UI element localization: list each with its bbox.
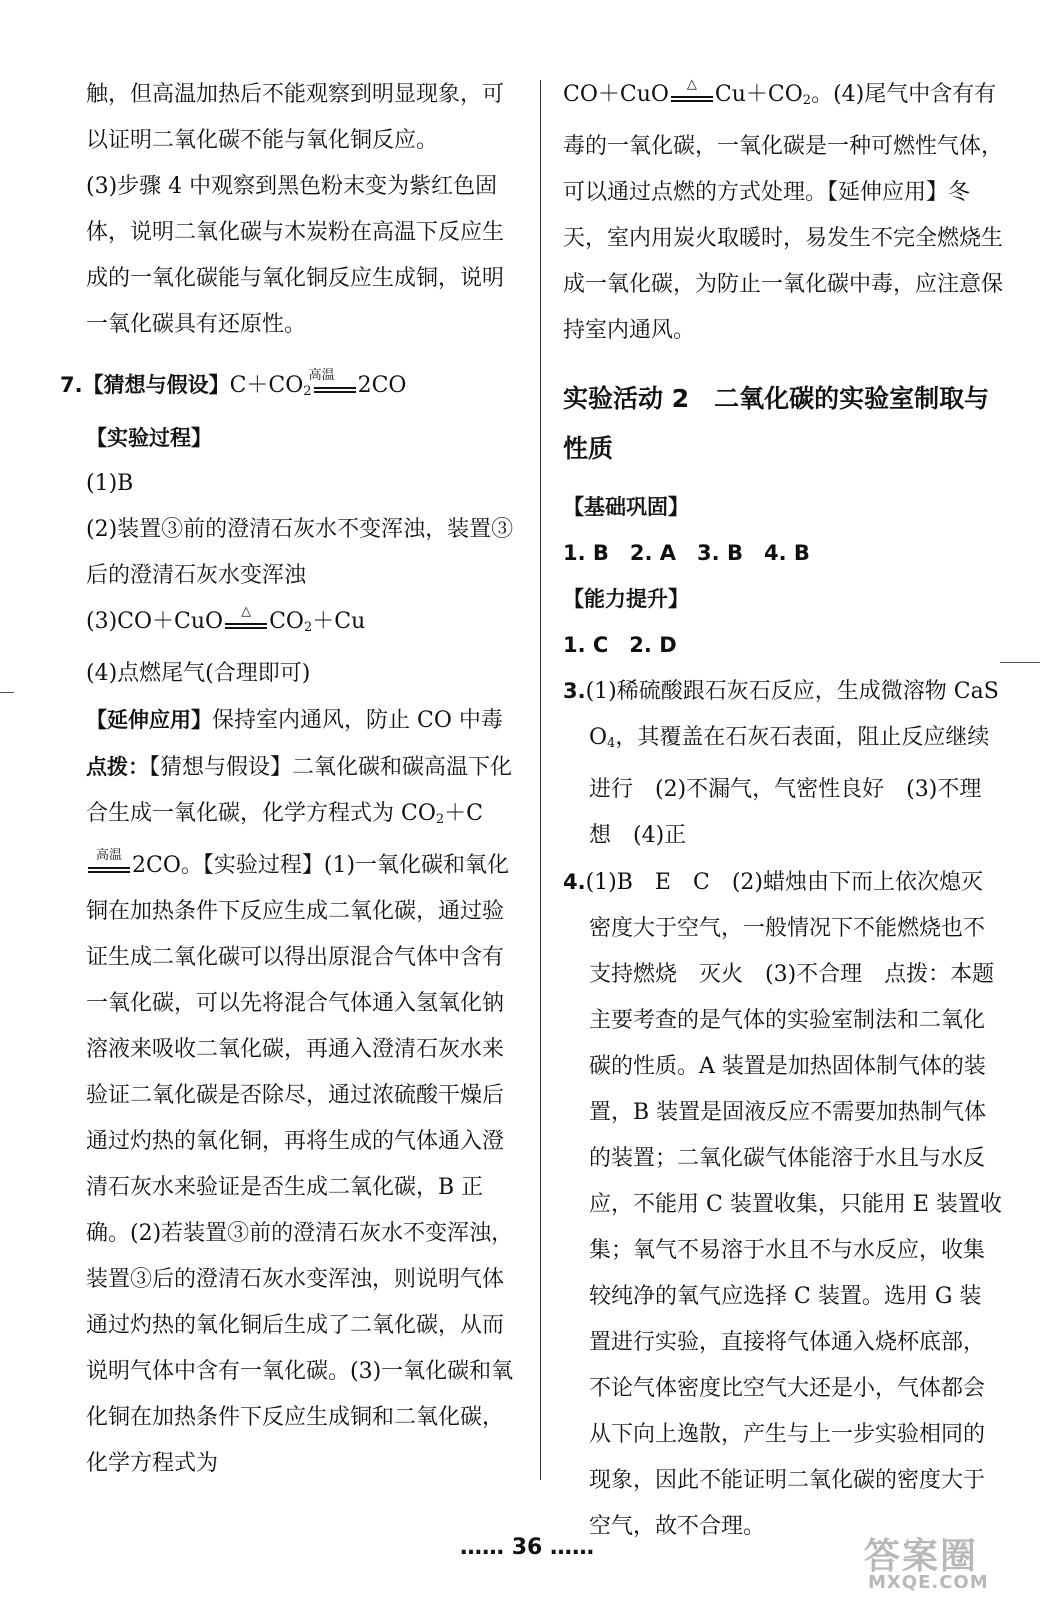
q7-step-4: (4)点燃尾气(合理即可) <box>86 661 311 686</box>
q7-step-2: (2)装置③前的澄清石灰水不变浑浊，装置③后的澄清石灰水变浑浊 <box>86 517 514 588</box>
q7-step-3: (3)CO＋CuO △ $CO_2+Cu$ <box>86 604 366 635</box>
page-number: …… 36 …… <box>460 1535 594 1560</box>
q7-process-head: 【实验过程】 <box>86 426 212 450</box>
q7-extension: 【延伸应用】保持室内通风，防止 CO 中毒 <box>86 708 503 733</box>
right-eq-condition: △ <box>669 80 715 110</box>
q7-number: 7. <box>60 373 83 397</box>
q7-tip-head: 点拨： <box>86 755 149 779</box>
column-divider <box>540 80 541 1480</box>
basic-head: 【基础巩固】 <box>563 495 689 519</box>
left-para-2: (3)步骤 4 中观察到黑色粉末变为紫红色固体，说明二氧化碳与木炭粉在高温下反应生成的一氧化碳能与氧化铜反应生成铜，说明一氧化碳具有还原性。 <box>86 174 505 337</box>
basic-answers: 1. B 2. A 3. B 4. B <box>563 541 810 565</box>
right-column <box>563 72 1003 1550</box>
q7-tip: 点拨：【猜想与假设】二氧化碳和碳高温下化合生成一氧化碳，化学方程式为 $CO_2+C$ 高温 2CO。【实验过程】(1)一氧化碳和氧化铜在加热条件下反应生成二氧化碳，通过验证生成二氧化碳可以得出原混合气体中含有一氧化碳，可以先将混合气体通入氢氧化钠溶液来吸收二氧化碳，再通入澄清石灰水来验证二氧化碳是否除尽，通过浓硫酸干燥后通过灼热的氧化铜，再将生成的气体通入澄清石灰水来验证是否生成二氧化碳，B 正确。(2)若装置③前的澄清石灰水不变浑浊，装置③后的澄清石灰水变浑浊，则说明气体通过灼热的氧化铜后生成了二氧化碳，从而说明气体中含有一氧化碳。(3)一氧化碳和氧化铜在加热条件下反应生成铜和二氧化碳，化学方程式为 <box>86 755 514 1476</box>
margin-mark-left <box>0 692 14 693</box>
section-title: 实验活动 2 二氧化碳的实验室制取与性质 <box>563 384 990 463</box>
left-para-1: 触，但高温加热后不能观察到明显现象，可以证明二氧化碳不能与氧化铜反应。 <box>86 82 505 153</box>
q7-eq-condition: 高温 <box>312 371 358 401</box>
left-column <box>60 72 525 1487</box>
ability-head: 【能力提升】 <box>563 587 689 611</box>
q3-answer: 3.(1)稀硫酸跟石灰石反应，生成微溶物 CaSO$_4$，其覆盖在石灰石表面，阻止反应继续进行 (2)不漏气，气密性良好 (3)不理想 (4)正 <box>563 679 999 848</box>
q4-answer: 4.(1)B E C (2)蜡烛由下而上依次熄灭 密度大于空气，一般情况下不能燃烧也不支持燃烧 灭火 (3)不合理 点拨：本题主要考查的是气体的实验室制法和二氧化碳的性质。A 装置是加热固体制气体的装置，B 装置是固液反应不需要加热制气体的装置；二氧化碳气体能溶于水且与水反应，不能用 C 装置收集，只能用 E 装置收集；氧气不易溶于水且不与水反应，收集较纯净的氧气应选择 C 装置。选用 G 装置进行实验，直接将气体通入烧杯底部，不论气体密度比空气大还是小，气体都会从下向上逸散，产生与上一步实验相同的现象，因此不能证明二氧化碳的密度大于空气，故不合理。 <box>563 870 1005 1539</box>
watermark-logo: 答案圈 MXQE.COM <box>864 1536 989 1593</box>
q7-hypothesis-head: 【猜想与假设】 <box>82 373 230 397</box>
q7-step3-condition: △ <box>223 607 269 637</box>
q7-step-1: (1)B <box>86 471 134 496</box>
ability-answers: 1. C 2. D <box>563 633 677 657</box>
margin-mark-right <box>1000 662 1040 663</box>
right-continuation: CO＋CuO △ $Cu+CO_2$。(4)尾气中含有有毒的一氧化碳，一氧化碳是一种可燃性气体，可以通过点燃的方式处理。【延伸应用】冬天，室内用炭火取暖时，易发生不完全燃烧生成一氧化碳，为防止一氧化碳中毒，应注意保持室内通风。 <box>563 77 1004 343</box>
q7-hypothesis: 7.【猜想与假设】$C+CO_2$ 高温 2CO <box>60 368 407 399</box>
q7-tip-condition: 高温 <box>86 851 132 881</box>
